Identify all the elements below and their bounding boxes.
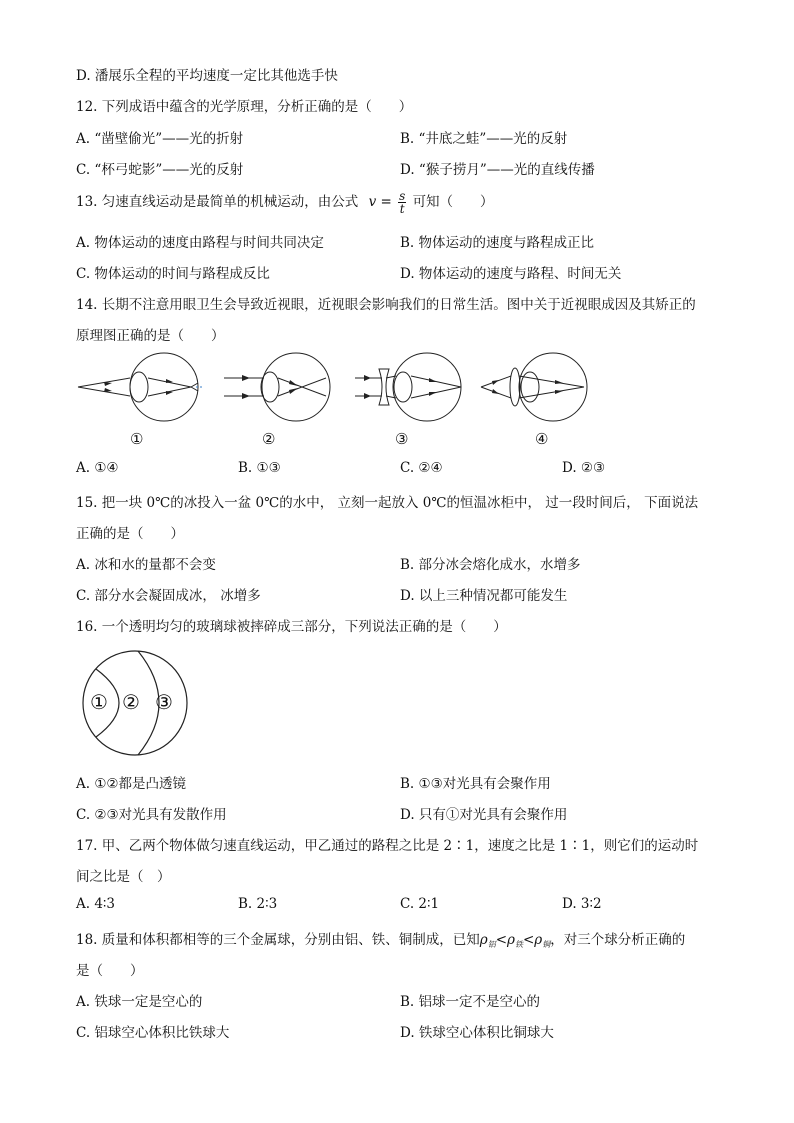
q13-formula-numerator: s bbox=[399, 189, 406, 203]
eye-diagram-2 bbox=[224, 352, 334, 422]
q15-option-d: D. 以上三种情况都可能发生 bbox=[400, 588, 568, 604]
q14-option-c: C. ②④ bbox=[400, 460, 443, 476]
eye-diagram-1 bbox=[78, 352, 208, 422]
q13-option-c: C. 物体运动的时间与路程成反比 bbox=[76, 266, 270, 282]
q18-option-d: D. 铁球空心体积比铜球大 bbox=[400, 1025, 554, 1041]
q16-stem: 16. 一个透明均匀的玻璃球被摔碎成三部分，下列说法正确的是（ ） bbox=[76, 619, 507, 635]
q18-rho-cu bbox=[534, 932, 550, 948]
rho-sub-fe: 铁 bbox=[514, 940, 523, 949]
q17-option-d: D. 3∶2 bbox=[562, 896, 602, 912]
rho-symbol: ρ bbox=[534, 932, 543, 948]
q15-option-c: C. 部分水会凝固成冰， 冰增多 bbox=[76, 588, 261, 604]
q18-option-a: A. 铁球一定是空心的 bbox=[76, 994, 203, 1010]
q17-stem-line2: 间之比是（ ） bbox=[76, 869, 171, 885]
q12-option-b: B. “井底之蛙”——光的反射 bbox=[400, 131, 568, 147]
q18-stem-text: 18. 质量和体积都相等的三个金属球，分别由铝、铁、铜制成，已知 bbox=[76, 932, 480, 948]
q13-formula-fraction bbox=[398, 190, 406, 215]
q18-stem-line2: 是（ ） bbox=[76, 963, 144, 979]
q18-option-b: B. 铝球一定不是空心的 bbox=[400, 994, 541, 1010]
eye-diagram-3-caption: ③ bbox=[395, 430, 409, 448]
q17-option-c: C. 2∶1 bbox=[400, 896, 440, 912]
q15-stem-line1: 15. 把一块 0℃的冰投入一盆 0℃的水中， 立刻一起放入 0℃的恒温冰柜中， 过一段时间后， 下面说法 bbox=[76, 495, 699, 511]
q16-option-c: C. ②③对光具有发散作用 bbox=[76, 807, 227, 823]
q17-stem-line1: 17. 甲、乙两个物体做匀速直线运动，甲乙通过的路程之比是 2∶1，速度之比是 1∶1，则它们的运动时 bbox=[76, 838, 699, 854]
q18-option-c: C. 铝球空心体积比铁球大 bbox=[76, 1025, 230, 1041]
q18-stem-line1 bbox=[76, 928, 685, 950]
q14-stem-line1: 14. 长期不注意用眼卫生会导致近视眼，近视眼会影响我们的日常生活。图中关于近视眼成因及其矫正的 bbox=[76, 297, 696, 313]
eye-diagram-4-caption: ④ bbox=[535, 430, 549, 448]
q12-option-a: A. “凿壁偷光”——光的折射 bbox=[76, 131, 244, 147]
q15-option-a: A. 冰和水的量都不会变 bbox=[76, 557, 216, 573]
q13-formula-lhs: v = bbox=[368, 194, 392, 210]
eye-diagram-4 bbox=[481, 352, 591, 422]
q13-option-d: D. 物体运动的速度与路程、时间无关 bbox=[400, 266, 622, 282]
q12-option-c: C. “杯弓蛇影”——光的反射 bbox=[76, 162, 244, 178]
q14-option-d: D. ②③ bbox=[562, 460, 606, 476]
rho-sub-cu: 铜 bbox=[542, 940, 551, 949]
q14-option-b: B. ①③ bbox=[238, 460, 281, 476]
q12-option-d: D. “猴子捞月”——光的直线传播 bbox=[400, 162, 595, 178]
q14-option-a: A. ①④ bbox=[76, 460, 119, 476]
rho-symbol: ρ bbox=[507, 932, 515, 948]
q13-option-b: B. 物体运动的速度与路程成正比 bbox=[400, 235, 595, 251]
less-than: < bbox=[522, 932, 535, 948]
q13-stem-text: 13. 匀速直线运动是最简单的机械运动，由公式 bbox=[76, 194, 359, 210]
rho-symbol: ρ bbox=[479, 932, 488, 948]
q13-stem-suffix: 可知（ ） bbox=[412, 194, 494, 210]
glass-piece-2-label: ② bbox=[122, 690, 140, 714]
q18-rho-al bbox=[480, 932, 496, 948]
q16-option-b: B. ①③对光具有会聚作用 bbox=[400, 776, 551, 792]
q13-option-a: A. 物体运动的速度由路程与时间共同决定 bbox=[76, 235, 324, 251]
q14-stem-line2: 原理图正确的是（ ） bbox=[76, 328, 225, 344]
glass-piece-3-label: ③ bbox=[155, 690, 173, 714]
q15-stem-line2: 正确的是（ ） bbox=[76, 526, 184, 542]
eye-diagram-3 bbox=[355, 352, 465, 422]
q18-stem-suffix: ，对三个球分析正确的 bbox=[550, 932, 686, 948]
eye-diagram-1-caption: ① bbox=[130, 430, 144, 448]
q13-stem bbox=[76, 190, 494, 215]
glass-piece-1-label: ① bbox=[90, 690, 108, 714]
rho-sub-al: 铝 bbox=[487, 940, 496, 949]
q17-option-b: B. 2∶3 bbox=[238, 896, 278, 912]
q12-stem: 12. 下列成语中蕴含的光学原理，分析正确的是（ ） bbox=[76, 99, 413, 115]
less-than: < bbox=[495, 932, 508, 948]
q16-option-d: D. 只有①对光具有会聚作用 bbox=[400, 807, 568, 823]
q18-rho-fe bbox=[507, 932, 523, 948]
q16-option-a: A. ①②都是凸透镜 bbox=[76, 776, 187, 792]
eye-diagram-2-caption: ② bbox=[262, 430, 276, 448]
q13-formula-denominator: t bbox=[399, 202, 405, 216]
q17-option-a: A. 4∶3 bbox=[76, 896, 116, 912]
q11-option-d: D. 潘展乐全程的平均速度一定比其他选手快 bbox=[76, 68, 338, 84]
q15-option-b: B. 部分冰会熔化成水，水增多 bbox=[400, 557, 581, 573]
